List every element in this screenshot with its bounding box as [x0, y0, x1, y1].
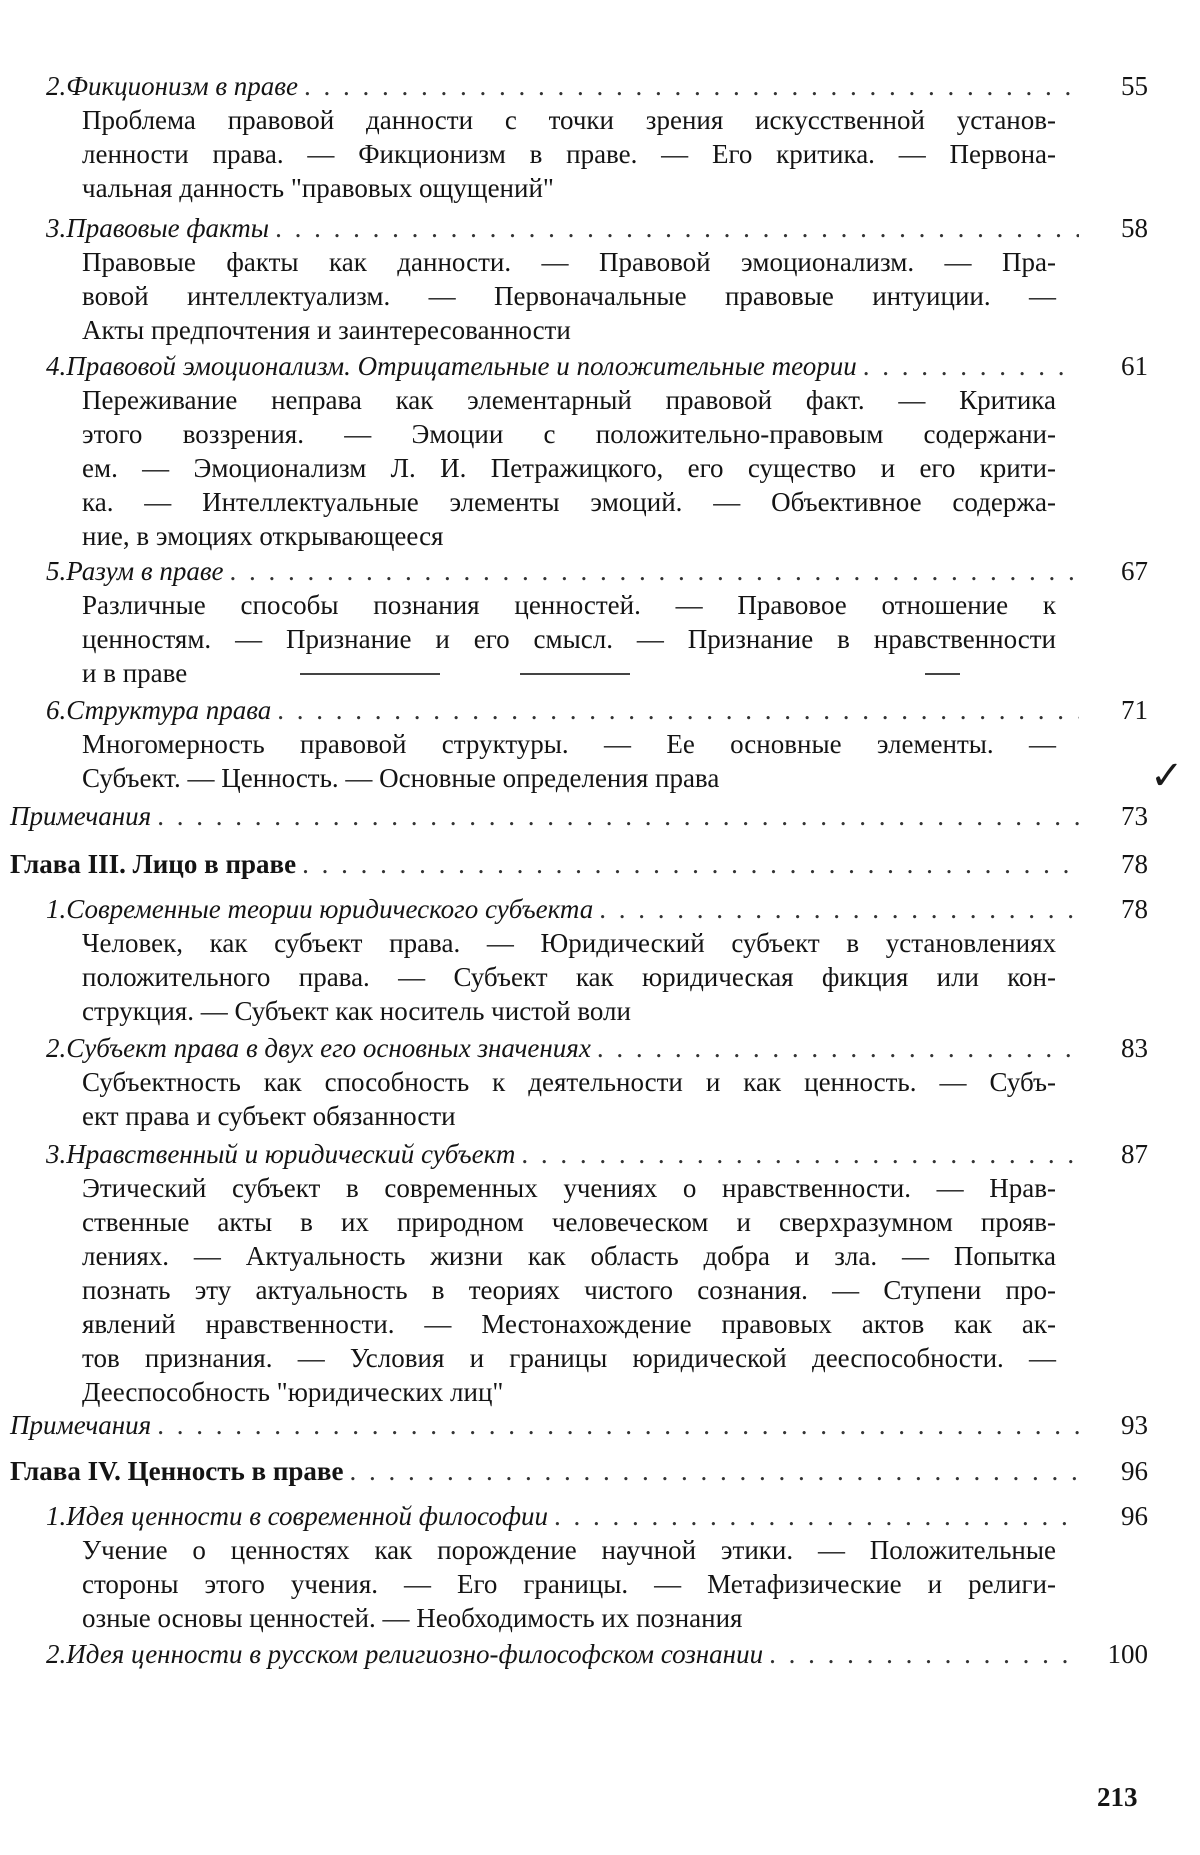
leader-dots	[230, 555, 1079, 588]
section-title: Глава III. Лицо в праве	[10, 849, 297, 879]
leader-dots	[349, 1455, 1079, 1488]
leader-dots	[157, 1409, 1079, 1442]
section-number: 2.	[46, 71, 67, 101]
leader-dots	[304, 70, 1079, 103]
leader-dots	[599, 893, 1079, 926]
description-line: Человек, как субъект права. — Юридический субъект в установлениях	[82, 928, 1056, 958]
page-ref: 87	[1121, 1139, 1148, 1169]
toc-entry-heading[interactable]	[46, 350, 1148, 383]
description-line: Переживание неправа как элементарный правовой факт. — Критика	[82, 385, 1056, 415]
page-ref: 78	[1121, 849, 1148, 879]
toc-entry	[46, 1032, 1148, 1133]
toc-entry-heading[interactable]	[46, 1032, 1148, 1065]
page-ref: 100	[1107, 1639, 1148, 1669]
toc-entry-heading[interactable]	[10, 800, 1148, 833]
description-line: струкция. — Субъект как носитель чистой воли	[82, 996, 631, 1026]
description-line: чальная данность "правовых ощущений"	[82, 173, 554, 203]
section-title: Примечания	[10, 801, 152, 831]
description-line: Учение о ценностях как порождение научной этики. — Положительные	[82, 1535, 1056, 1565]
toc-entry	[46, 893, 1148, 1028]
page-ref: 96	[1121, 1456, 1148, 1486]
toc-entry-heading[interactable]	[46, 694, 1148, 727]
description-line: Дееспособность "юридических лиц"	[82, 1377, 504, 1407]
page-ref: 67	[1121, 556, 1148, 586]
toc-entry	[46, 1138, 1148, 1409]
section-title: Субъект права в двух его основных значениях	[66, 1033, 591, 1063]
section-description	[82, 1533, 1056, 1635]
section-title: Идея ценности в русском религиозно-философском сознании	[66, 1639, 764, 1669]
page-ref: 83	[1121, 1033, 1148, 1063]
pencil-underline	[520, 673, 630, 675]
description-line: ект права и субъект обязанности	[82, 1101, 456, 1131]
section-title: Правовой эмоционализм. Отрицательные и положительные теории	[66, 351, 857, 381]
description-line: Правовые факты как данности. — Правовой эмоционализм. — Пра-	[82, 247, 1056, 277]
description-line: этого воззрения. — Эмоции с положительно-правовым содержани-	[82, 419, 1056, 449]
description-line: ем. — Эмоционализм Л. И. Петражицкого, его существо и его крити-	[82, 453, 1056, 483]
section-title: Правовые факты	[66, 213, 270, 243]
description-line: ленности права. — Фикционизм в праве. — Его критика. — Первона-	[82, 139, 1056, 169]
page-ref: 61	[1121, 351, 1148, 381]
description-line: вовой интеллектуализм. — Первоначальные правовые интуиции. —	[82, 281, 1056, 311]
page-ref: 55	[1121, 71, 1148, 101]
toc-entry-heading[interactable]	[46, 893, 1148, 926]
description-line: и в праве	[82, 658, 188, 688]
toc-entry	[10, 1455, 1148, 1488]
leader-dots	[521, 1138, 1079, 1171]
pencil-underline	[300, 673, 440, 675]
description-line: ственные акты в их природном человеческом и сверхразумном прояв-	[82, 1207, 1056, 1237]
toc-entry	[46, 212, 1148, 347]
description-line: Многомерность правовой структуры. — Ее основные элементы. —	[82, 729, 1056, 759]
section-title: Примечания	[10, 1410, 152, 1440]
toc-entry-heading[interactable]	[10, 1409, 1148, 1442]
section-title: Разум в праве	[66, 556, 224, 586]
section-number: 2.	[46, 1639, 67, 1669]
section-description	[82, 926, 1056, 1028]
leader-dots	[275, 212, 1079, 245]
leader-dots	[302, 848, 1079, 881]
leader-dots	[863, 350, 1079, 383]
toc-entry	[46, 350, 1148, 553]
toc-entry	[10, 1409, 1148, 1442]
section-title: Нравственный и юридический субъект	[66, 1139, 516, 1169]
section-title: Идея ценности в современной философии	[66, 1501, 549, 1531]
section-number: 2.	[46, 1033, 67, 1063]
description-line: ценностям. — Признание и его смысл. — Признание в нравственности	[82, 624, 1056, 654]
description-line: познать эту актуальность в теориях чистого сознания. — Ступени про-	[82, 1275, 1056, 1305]
section-description	[82, 1065, 1056, 1133]
toc-entry	[46, 70, 1148, 205]
description-line: Этический субъект в современных учениях о нравственности. — Нрав-	[82, 1173, 1056, 1203]
toc-entry-heading[interactable]	[46, 70, 1148, 103]
description-line: явлений нравственности. — Местонахождение правовых актов как ак-	[82, 1309, 1056, 1339]
page-ref: 71	[1121, 695, 1148, 725]
toc-entry-heading[interactable]	[10, 1455, 1148, 1488]
section-title: Структура права	[66, 695, 272, 725]
section-description	[82, 245, 1056, 347]
section-description	[82, 1171, 1056, 1409]
section-number: 6.	[46, 695, 67, 725]
section-number: 1.	[46, 1501, 67, 1531]
section-number: 1.	[46, 894, 67, 924]
section-title: Глава IV. Ценность в праве	[10, 1456, 344, 1486]
page-ref: 58	[1121, 213, 1148, 243]
description-line: Проблема правовой данности с точки зрения искусственной установ-	[82, 105, 1056, 135]
section-number: 3.	[46, 213, 67, 243]
section-title: Современные теории юридического субъекта	[66, 894, 594, 924]
toc-entry	[10, 800, 1148, 833]
section-number: 4.	[46, 351, 67, 381]
description-line: озные основы ценностей. — Необходимость их познания	[82, 1603, 743, 1633]
section-description	[82, 727, 1056, 795]
check-mark-icon: ✓	[1150, 753, 1184, 798]
toc-entry-heading[interactable]	[46, 1138, 1148, 1171]
toc-entry	[46, 555, 1148, 690]
toc-entry-heading[interactable]	[10, 848, 1148, 881]
description-line: Субъект. — Ценность. — Основные определения права	[82, 763, 720, 793]
description-line: тов признания. — Условия и границы юридической дееспособности. —	[82, 1343, 1056, 1373]
toc-entry	[46, 694, 1148, 795]
section-description	[82, 383, 1056, 553]
leader-dots	[597, 1032, 1079, 1065]
leader-dots	[157, 800, 1079, 833]
page-ref: 73	[1121, 801, 1148, 831]
description-line: лениях. — Актуальность жизни как область добра и зла. — Попытка	[82, 1241, 1056, 1271]
leader-dots	[769, 1638, 1079, 1671]
description-line: ние, в эмоциях открывающееся	[82, 521, 444, 551]
description-line: Субъектность как способность к деятельности и как ценность. — Субъ-	[82, 1067, 1056, 1097]
description-line: стороны этого учения. — Его границы. — Метафизические и религи-	[82, 1569, 1056, 1599]
toc-entry-heading[interactable]	[46, 212, 1148, 245]
section-number: 3.	[46, 1139, 67, 1169]
leader-dots	[277, 694, 1079, 727]
page-ref: 96	[1121, 1501, 1148, 1531]
leader-dots	[554, 1500, 1079, 1533]
toc-entry	[46, 1500, 1148, 1635]
section-description	[82, 103, 1056, 205]
description-line: положительного права. — Субъект как юридическая фикция или кон-	[82, 962, 1056, 992]
pencil-underline	[925, 673, 960, 675]
section-title: Фикционизм в праве	[66, 71, 299, 101]
page-ref: 93	[1121, 1410, 1148, 1440]
toc-entry	[46, 1638, 1148, 1671]
description-line: ка. — Интеллектуальные элементы эмоций. — Объективное содержа-	[82, 487, 1056, 517]
toc-entry-heading[interactable]	[46, 1500, 1148, 1533]
page-number: 213	[1097, 1782, 1138, 1812]
description-line: Различные способы познания ценностей. — Правовое отношение к	[82, 590, 1056, 620]
section-number: 5.	[46, 556, 67, 586]
description-line: Акты предпочтения и заинтересованности	[82, 315, 571, 345]
toc-entry-heading[interactable]	[46, 555, 1148, 588]
toc-entry	[10, 848, 1148, 881]
page-ref: 78	[1121, 894, 1148, 924]
toc-entry-heading[interactable]	[46, 1638, 1148, 1671]
